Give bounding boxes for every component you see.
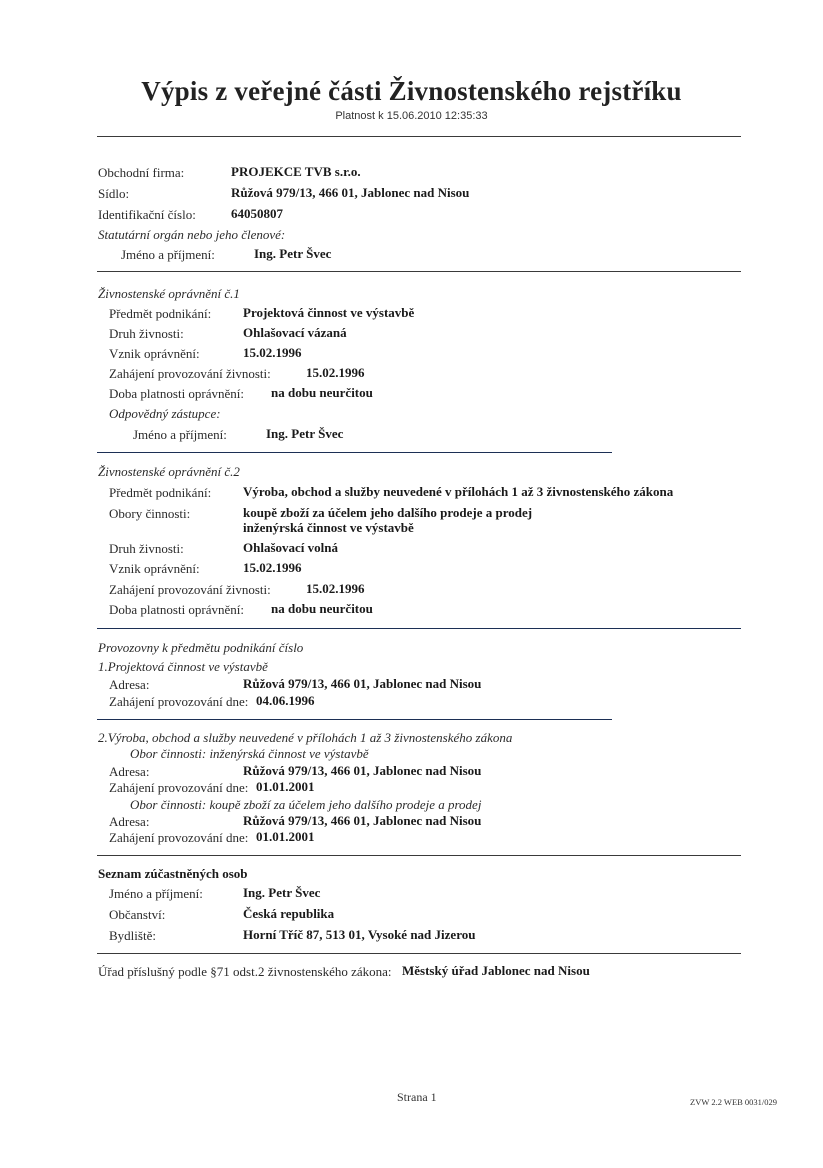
person-residence-value: Horní Tříč 87, 513 01, Vysoké nad Jizerou — [243, 927, 476, 942]
firm-value: PROJEKCE TVB s.r.o. — [231, 164, 361, 179]
license1-subject-label: Předmět podnikání: — [109, 306, 212, 321]
id-label: Identifikační číslo: — [98, 207, 196, 222]
establishments-heading: Provozovny k předmětu podnikání číslo — [98, 640, 304, 655]
person-residence-label: Bydliště: — [109, 928, 156, 943]
license1-origin-value: 15.02.1996 — [243, 345, 302, 360]
license2-fields-value-2: inženýrská činnost ve výstavbě — [243, 520, 414, 535]
establishment2a-address-value: Růžová 979/13, 466 01, Jablonec nad Nisou — [243, 763, 482, 778]
establishment1-address-value: Růžová 979/13, 466 01, Jablonec nad Nisou — [243, 676, 482, 691]
persons-heading: Seznam zúčastněných osob — [98, 866, 248, 881]
license2-type-label: Druh živnosti: — [109, 541, 184, 556]
establishment2b-address-value: Růžová 979/13, 466 01, Jablonec nad Nisou — [243, 813, 482, 828]
license2-validity-value: na dobu neurčitou — [271, 601, 373, 616]
page-number: Strana 1 — [397, 1090, 437, 1104]
establishment2a-address-label: Adresa: — [109, 764, 150, 779]
license2-start-label: Zahájení provozování živnosti: — [109, 582, 271, 597]
license2-fields-value-1: koupě zboží za účelem jeho dalšího prodeje a prodej — [243, 505, 533, 520]
establishment1-title: 1.Projektová činnost ve výstavbě — [98, 659, 268, 674]
license1-start-label: Zahájení provozování živnosti: — [109, 366, 271, 381]
establishment2a-field: Obor činnosti: inženýrská činnost ve výstavbě — [130, 746, 369, 761]
establishment2b-start-label: Zahájení provozování dne: — [109, 830, 249, 845]
authority-value: Městský úřad Jablonec nad Nisou — [402, 963, 590, 978]
person-name-value: Ing. Petr Švec — [243, 885, 321, 900]
license1-rep-heading: Odpovědný zástupce: — [109, 406, 221, 421]
divider — [97, 628, 741, 629]
license2-validity-label: Doba platnosti oprávnění: — [109, 602, 245, 617]
license1-rep-name-label: Jméno a příjmení: — [133, 427, 227, 442]
divider — [97, 953, 741, 954]
statutory-name-label: Jméno a příjmení: — [121, 247, 215, 262]
establishment2b-start-value: 01.01.2001 — [256, 829, 315, 844]
license2-heading: Živnostenské oprávnění č.2 — [98, 464, 240, 479]
license1-validity-value: na dobu neurčitou — [271, 385, 373, 400]
establishment1-start-label: Zahájení provozování dne: — [109, 694, 249, 709]
license1-origin-label: Vznik oprávnění: — [109, 346, 200, 361]
form-code: ZVW 2.2 WEB 0031/029 — [690, 1097, 778, 1107]
license1-heading: Živnostenské oprávnění č.1 — [98, 286, 240, 301]
license1-start-value: 15.02.1996 — [306, 365, 365, 380]
license1-type-label: Druh živnosti: — [109, 326, 184, 341]
document-title: Výpis z veřejné části Živnostenského rejstříku — [141, 76, 682, 106]
seat-value: Růžová 979/13, 466 01, Jablonec nad Nisou — [231, 185, 470, 200]
divider — [97, 452, 612, 453]
license2-subject-label: Předmět podnikání: — [109, 485, 212, 500]
person-citizenship-value: Česká republika — [243, 906, 335, 921]
divider — [97, 855, 741, 856]
validity-timestamp: Platnost k 15.06.2010 12:35:33 — [335, 110, 488, 122]
establishment2a-start-label: Zahájení provozování dne: — [109, 780, 249, 795]
license1-validity-label: Doba platnosti oprávnění: — [109, 386, 245, 401]
license1-rep-name-value: Ing. Petr Švec — [266, 426, 344, 441]
license1-type-value: Ohlašovací vázaná — [243, 325, 347, 340]
seat-label: Sídlo: — [98, 186, 130, 201]
person-name-label: Jméno a příjmení: — [109, 886, 203, 901]
license2-fields-label: Obory činnosti: — [109, 506, 191, 521]
license2-start-value: 15.02.1996 — [306, 581, 365, 596]
license2-origin-value: 15.02.1996 — [243, 560, 302, 575]
license2-type-value: Ohlašovací volná — [243, 540, 338, 555]
divider — [97, 719, 612, 720]
establishment1-start-value: 04.06.1996 — [256, 693, 315, 708]
authority-label: Úřad příslušný podle §71 odst.2 živnostenského zákona: — [98, 964, 392, 979]
divider — [97, 136, 741, 137]
establishment1-address-label: Adresa: — [109, 677, 150, 692]
id-value: 64050807 — [231, 206, 283, 221]
license2-subject-value: Výroba, obchod a služby neuvedené v přílohách 1 až 3 živnostenského zákona — [243, 484, 674, 499]
statutory-name-value: Ing. Petr Švec — [254, 246, 332, 261]
license1-subject-value: Projektová činnost ve výstavbě — [243, 305, 415, 320]
person-citizenship-label: Občanství: — [109, 907, 166, 922]
establishment2-title: 2.Výroba, obchod a služby neuvedené v přílohách 1 až 3 živnostenského zákona — [98, 730, 513, 745]
statutory-heading: Statutární orgán nebo jeho členové: — [98, 227, 286, 242]
establishment2b-address-label: Adresa: — [109, 814, 150, 829]
divider — [97, 271, 741, 272]
establishment2b-field: Obor činnosti: koupě zboží za účelem jeho dalšího prodeje a prodej — [130, 797, 482, 812]
firm-label: Obchodní firma: — [98, 165, 185, 180]
establishment2a-start-value: 01.01.2001 — [256, 779, 315, 794]
license2-origin-label: Vznik oprávnění: — [109, 561, 200, 576]
